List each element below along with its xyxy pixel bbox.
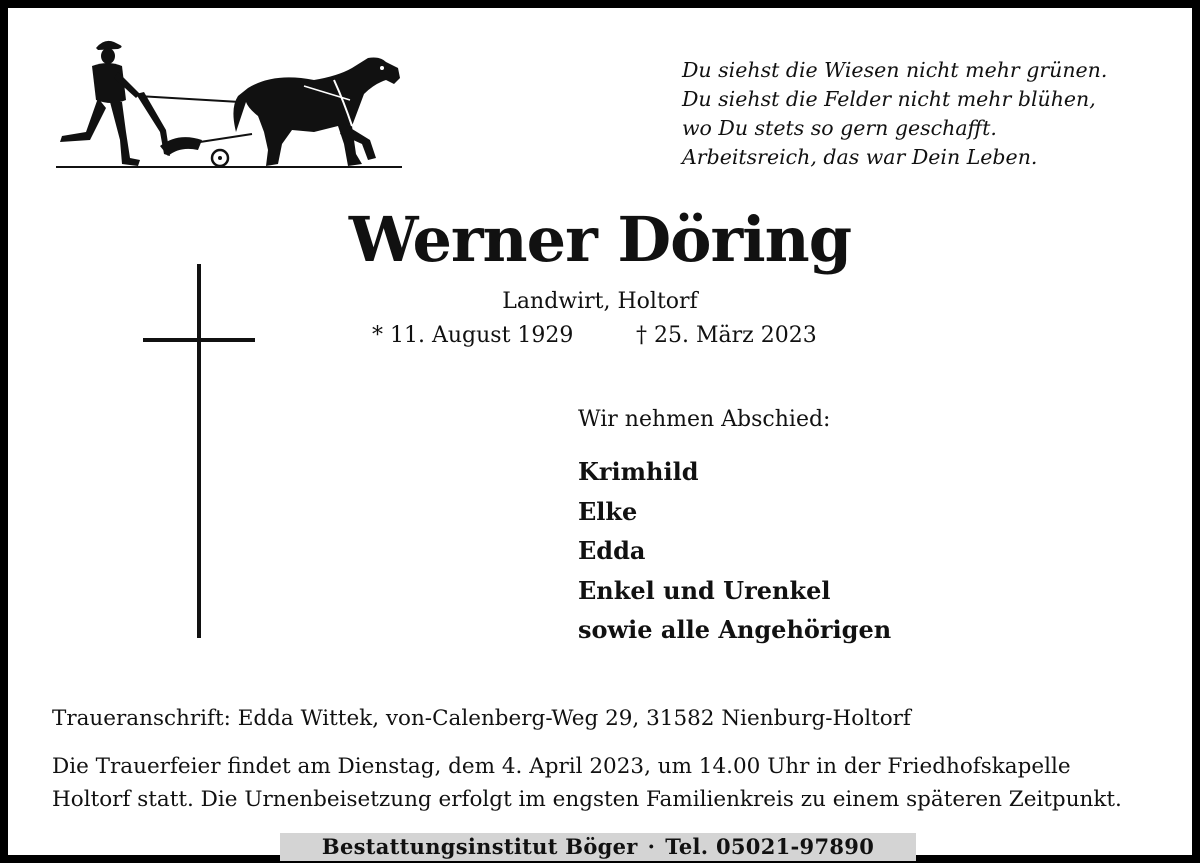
birth-date: * 11. August 1929	[372, 323, 574, 348]
funeral-home-footer	[280, 833, 916, 861]
verse-line: wo Du stets so gern geschafft.	[682, 116, 997, 140]
verse-line: Arbeitsreich, das war Dein Leben.	[682, 145, 1038, 169]
mourner-name: sowie alle Angehörigen	[578, 615, 892, 644]
deceased-occupation: Landwirt, Holtorf	[502, 289, 698, 314]
mourner-name: Krimhild	[578, 457, 699, 486]
farewell-intro: Wir nehmen Abschied:	[578, 407, 831, 432]
funeral-home-phone: Tel. 05021-97890	[665, 834, 875, 859]
death-date: † 25. März 2023	[636, 323, 817, 348]
mourning-address: Traueranschrift: Edda Wittek, von-Calenberg-Weg 29, 31582 Nienburg-Holtorf	[52, 706, 911, 731]
cross-icon	[143, 264, 255, 638]
memorial-verse	[682, 56, 1182, 172]
mourner-name: Edda	[578, 536, 646, 565]
obituary-notice	[8, 8, 1192, 859]
verse-line: Du siehst die Felder nicht mehr blühen,	[682, 87, 1096, 111]
funeral-home-name: Bestattungsinstitut Böger	[321, 834, 638, 859]
mourners-list	[578, 452, 891, 650]
ceremony-details	[52, 750, 1172, 816]
deceased-name: Werner Döring	[348, 203, 852, 276]
footer-separator: ·	[647, 834, 656, 859]
ceremony-line: Die Trauerfeier findet am Dienstag, dem 4. April 2023, um 14.00 Uhr in der Friedhofskapelle	[52, 754, 1071, 779]
farmer-plowing-horse-illustration	[52, 36, 404, 172]
mourner-name: Elke	[578, 496, 638, 526]
verse-line: Du siehst die Wiesen nicht mehr grünen.	[682, 58, 1108, 82]
ceremony-line: Holtorf statt. Die Urnenbeisetzung erfolgt im engsten Familienkreis zu einem späteren Zeitpunkt.	[52, 787, 1122, 812]
mourner-name: Enkel und Urenkel	[578, 575, 831, 605]
